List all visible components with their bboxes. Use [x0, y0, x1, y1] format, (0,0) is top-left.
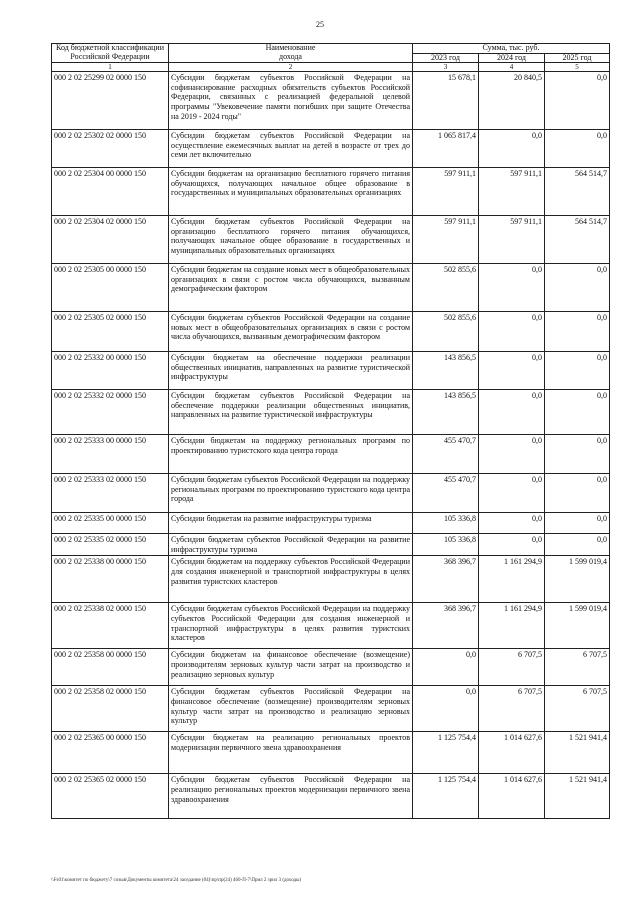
row-value-2025: 0,0 [545, 513, 610, 534]
row-value-2024: 0,0 [479, 513, 545, 534]
row-code: 000 2 02 25332 02 0000 150 [52, 390, 169, 435]
row-name: Субсидии бюджетам субъектов Российской Федерации на осуществление ежемесячных выплат на детей в возрасте от трех до семи лет включительно [169, 130, 413, 168]
row-value-2024: 0,0 [479, 534, 545, 556]
year-header-2023: 2023 год [413, 53, 479, 63]
row-code: 000 2 02 25305 00 0000 150 [52, 264, 169, 312]
row-name: Субсидии бюджетам на поддержку субъектов Российской Федерации для создания инженерной и транспортной инфраструктуры в целях развития туристских кластеров [169, 556, 413, 603]
row-name: Субсидии бюджетам на обеспечение поддержки реализации общественных инициатив, направленных на развитие туристической инфраструктуры [169, 352, 413, 390]
name-header-line1: Наименование [265, 43, 316, 52]
row-code: 000 2 02 25358 02 0000 150 [52, 686, 169, 732]
row-value-2025: 6 707,5 [545, 649, 610, 686]
row-value-2024: 597 911,1 [479, 168, 545, 216]
table-row [52, 603, 610, 649]
row-value-2025: 0,0 [545, 474, 610, 513]
row-name: Субсидии бюджетам субъектов Российской Федерации на развитие инфраструктуры туризма [169, 534, 413, 556]
table-row [52, 732, 610, 774]
row-value-2023: 143 856,5 [413, 390, 479, 435]
row-value-2024: 1 014 627,6 [479, 774, 545, 819]
row-name: Субсидии бюджетам на финансовое обеспечение (возмещение) производителям зерновых культур части затрат на производство и реализацию зерновых культур [169, 649, 413, 686]
footer-file-path: \\Fs01\комитет по бюджету\7 созыв\Документы комитета\24 заседание (04)\пр\пр(24) 460-П-7\Прил 2 зрил 3 (доходы) [51, 878, 302, 883]
table-row [52, 72, 610, 130]
code-column-header: Код бюджетной классификации Российской Федерации [52, 44, 169, 63]
page-number: 25 [316, 20, 324, 29]
column-number: 5 [545, 63, 610, 72]
row-value-2023: 1 065 817,4 [413, 130, 479, 168]
row-value-2024: 0,0 [479, 435, 545, 474]
table-row [52, 774, 610, 819]
row-code: 000 2 02 25333 02 0000 150 [52, 474, 169, 513]
row-code: 000 2 02 25335 00 0000 150 [52, 513, 169, 534]
row-value-2023: 368 396,7 [413, 556, 479, 603]
row-code: 000 2 02 25358 00 0000 150 [52, 649, 169, 686]
row-code: 000 2 02 25338 02 0000 150 [52, 603, 169, 649]
row-value-2024: 0,0 [479, 312, 545, 352]
table-row [52, 556, 610, 603]
table-row [52, 130, 610, 168]
row-value-2025: 0,0 [545, 390, 610, 435]
row-value-2024: 597 911,1 [479, 216, 545, 264]
table-row [52, 264, 610, 312]
row-value-2023: 455 470,7 [413, 435, 479, 474]
row-value-2024: 6 707,5 [479, 686, 545, 732]
table-row [52, 649, 610, 686]
row-value-2023: 105 336,8 [413, 534, 479, 556]
row-code: 000 2 02 25332 00 0000 150 [52, 352, 169, 390]
row-value-2023: 1 125 754,4 [413, 732, 479, 774]
row-code: 000 2 02 25335 02 0000 150 [52, 534, 169, 556]
row-code: 000 2 02 25302 02 0000 150 [52, 130, 169, 168]
table-row [52, 168, 610, 216]
row-value-2023: 0,0 [413, 649, 479, 686]
table-row [52, 390, 610, 435]
row-value-2024: 1 161 294,9 [479, 603, 545, 649]
row-value-2023: 597 911,1 [413, 168, 479, 216]
row-value-2025: 0,0 [545, 72, 610, 130]
row-name: Субсидии бюджетам субъектов Российской Федерации на обеспечение поддержки реализации общественных инициатив, направленных на развитие туристической инфраструктуры [169, 390, 413, 435]
row-name: Субсидии бюджетам на создание новых мест в общеобразовательных организациях в связи с ростом числа обучающихся, вызванным демографическим фактором [169, 264, 413, 312]
row-value-2025: 0,0 [545, 264, 610, 312]
column-number-row [52, 63, 610, 72]
row-name: Субсидии бюджетам на развитие инфраструктуры туризма [169, 513, 413, 534]
row-name: Субсидии бюджетам субъектов Российской Федерации на реализацию региональных проектов модернизации первичного звена здравоохранения [169, 774, 413, 819]
row-value-2023: 368 396,7 [413, 603, 479, 649]
row-name: Субсидии бюджетам субъектов Российской Федерации на создание новых мест в общеобразовательных организациях в связи с ростом числа обучающихся, вызванным демографическим фактором [169, 312, 413, 352]
row-value-2025: 1 599 019,4 [545, 603, 610, 649]
row-value-2023: 455 470,7 [413, 474, 479, 513]
column-number: 3 [413, 63, 479, 72]
row-value-2025: 0,0 [545, 130, 610, 168]
row-name: Субсидии бюджетам субъектов Российской Федерации на организацию бесплатного горячего питания обучающихся, получающих начальное общее образование в государственных и муниципальных образовательных организациях [169, 216, 413, 264]
table-row [52, 312, 610, 352]
row-value-2023: 15 678,1 [413, 72, 479, 130]
row-code: 000 2 02 25304 02 0000 150 [52, 216, 169, 264]
column-number: 1 [52, 63, 169, 72]
row-code: 000 2 02 25304 00 0000 150 [52, 168, 169, 216]
row-value-2024: 1 161 294,9 [479, 556, 545, 603]
name-column-header [169, 44, 413, 63]
row-value-2024: 0,0 [479, 352, 545, 390]
row-name: Субсидии бюджетам субъектов Российской Федерации на поддержку субъектов Российской Федерации для создания инженерной и транспортной инфраструктуры в целях развития туристских кластеров [169, 603, 413, 649]
table-body [52, 72, 610, 819]
row-value-2025: 0,0 [545, 312, 610, 352]
table-row [52, 513, 610, 534]
row-code: 000 2 02 25365 02 0000 150 [52, 774, 169, 819]
table-header-row [52, 44, 610, 54]
name-header-line2: дохода [279, 51, 302, 61]
row-value-2023: 1 125 754,4 [413, 774, 479, 819]
row-name: Субсидии бюджетам субъектов Российской Федерации на поддержку региональных программ по проектированию туристского кода центра города [169, 474, 413, 513]
row-value-2025: 564 514,7 [545, 168, 610, 216]
row-value-2024: 0,0 [479, 130, 545, 168]
revenue-table [51, 43, 610, 819]
row-code: 000 2 02 25333 00 0000 150 [52, 435, 169, 474]
row-value-2024: 20 840,5 [479, 72, 545, 130]
row-code: 000 2 02 25338 00 0000 150 [52, 556, 169, 603]
row-value-2023: 502 855,6 [413, 264, 479, 312]
row-value-2023: 0,0 [413, 686, 479, 732]
row-value-2025: 0,0 [545, 534, 610, 556]
row-value-2023: 143 856,5 [413, 352, 479, 390]
row-name: Субсидии бюджетам на реализацию региональных проектов модернизации первичного звена здравоохранения [169, 732, 413, 774]
column-number: 2 [169, 63, 413, 72]
row-value-2024: 0,0 [479, 264, 545, 312]
row-value-2025: 564 514,7 [545, 216, 610, 264]
row-value-2023: 105 336,8 [413, 513, 479, 534]
row-value-2025: 1 521 941,4 [545, 732, 610, 774]
sum-column-header: Сумма, тыс. руб. [413, 44, 610, 54]
table-row [52, 352, 610, 390]
row-name: Субсидии бюджетам субъектов Российской Федерации на финансовое обеспечение (возмещение) производителям зерновых культур части затрат на производство и реализацию зерновых культур [169, 686, 413, 732]
row-value-2023: 597 911,1 [413, 216, 479, 264]
year-header-2024: 2024 год [479, 53, 545, 63]
row-value-2024: 1 014 627,6 [479, 732, 545, 774]
table-row [52, 216, 610, 264]
row-name: Субсидии бюджетам на организацию бесплатного горячего питания обучающихся, получающих начальное общее образование в государственных и муниципальных образовательных организациях [169, 168, 413, 216]
row-value-2025: 0,0 [545, 435, 610, 474]
row-value-2025: 1 599 019,4 [545, 556, 610, 603]
row-value-2025: 6 707,5 [545, 686, 610, 732]
table-row [52, 534, 610, 556]
row-name: Субсидии бюджетам субъектов Российской Федерации на софинансирование расходных обязательств субъектов Российской Федерации, связанных с реализацией федеральной целевой программы "Увековечение памяти погибших при защите Отечества на 2019 - 2024 годы" [169, 72, 413, 130]
row-value-2024: 0,0 [479, 390, 545, 435]
row-value-2024: 0,0 [479, 474, 545, 513]
table-row [52, 686, 610, 732]
column-number: 4 [479, 63, 545, 72]
row-name: Субсидии бюджетам на поддержку региональных программ по проектированию туристского кода центра города [169, 435, 413, 474]
row-code: 000 2 02 25299 02 0000 150 [52, 72, 169, 130]
row-value-2025: 1 521 941,4 [545, 774, 610, 819]
row-value-2024: 6 707,5 [479, 649, 545, 686]
row-code: 000 2 02 25305 02 0000 150 [52, 312, 169, 352]
year-header-2025: 2025 год [545, 53, 610, 63]
row-value-2025: 0,0 [545, 352, 610, 390]
table-row [52, 435, 610, 474]
table-row [52, 474, 610, 513]
row-value-2023: 502 855,6 [413, 312, 479, 352]
row-code: 000 2 02 25365 00 0000 150 [52, 732, 169, 774]
